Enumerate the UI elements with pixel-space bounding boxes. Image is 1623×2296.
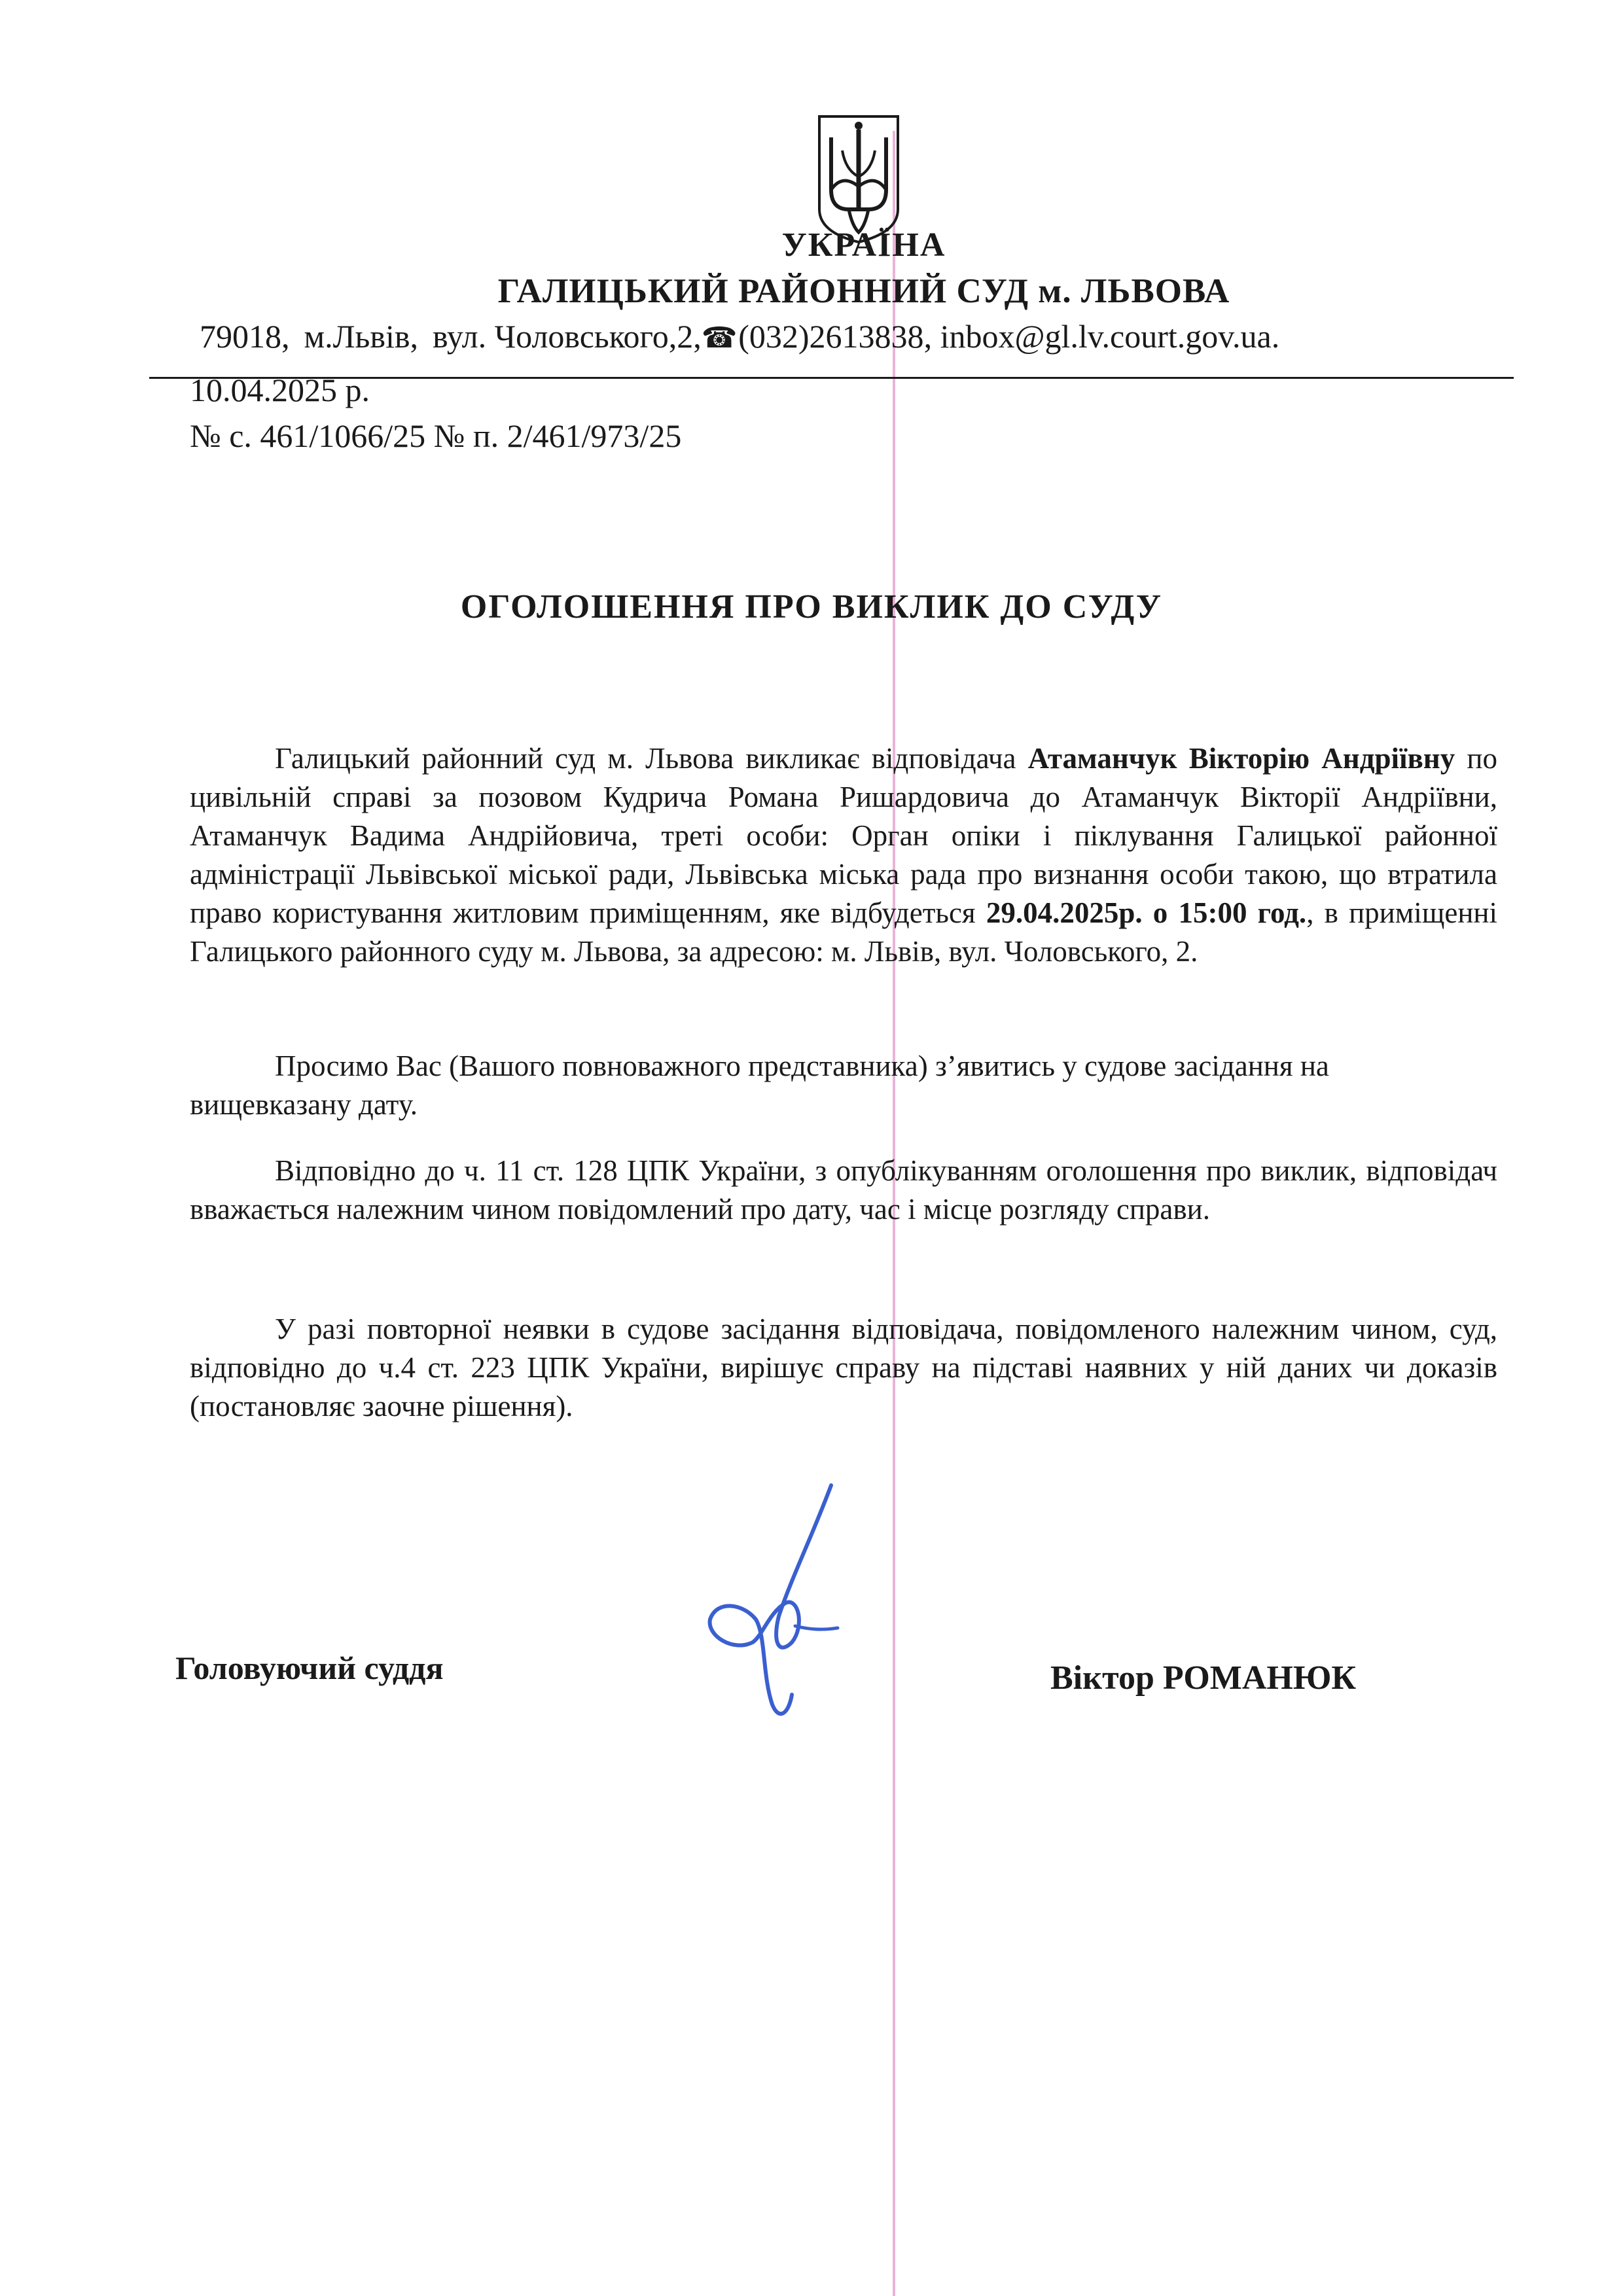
document-title: ОГОЛОШЕННЯ ПРО ВИКЛИК ДО СУДУ <box>460 588 1163 626</box>
address-city: м.Львів, <box>304 318 418 355</box>
signatory-role: Головуючий суддя <box>175 1650 444 1686</box>
signatory-name: Віктор РОМАНЮК <box>1050 1659 1357 1697</box>
summons-text-2: по цивільній справі за позовом Кудрича Романа Ришардовича до Атаманчук Вікторії Андріївни, Атаманчук Вадима Андрійовича, треті особи: Орган опіки і піклування Галицької районної адміністрації Львівської міської ради, Львівська міська рада про визнання особи такою, що втратила право користування житловим приміщенням, яке відбудеться <box>190 742 1497 929</box>
paragraph-notice <box>190 1152 1497 1229</box>
address-postcode: 79018, <box>200 318 290 355</box>
notice-text: Відповідно до ч. 11 ст. 128 ЦПК України, з опублікуванням оголошення про виклик, відповідач вважається належним чином повідомлений про дату, час і місце розгляду справи. <box>190 1154 1497 1226</box>
paragraph-summons <box>190 739 1497 971</box>
court-address <box>200 317 1279 355</box>
phone-icon: ☎ <box>701 322 738 354</box>
summons-text-1: Галицький районний суд м. Львова викликає відповідача <box>275 742 1028 775</box>
defendant-name: Атаманчук Вікторію Андріївну <box>1027 742 1455 775</box>
case-numbers: № с. 461/1066/25 № п. 2/461/973/25 <box>190 417 682 454</box>
summons-text-3: , в приміщенні Галицького районного суду м. Львова, за адресою: м. Львів, вул. Чоловського, 2. <box>190 896 1497 968</box>
paragraph-default <box>190 1310 1497 1426</box>
paragraph-request <box>190 1047 1407 1124</box>
address-phone: (032)2613838 <box>738 318 924 355</box>
court-name: ГАЛИЦЬКИЙ РАЙОННИЙ СУД м. ЛЬВОВА <box>497 272 1230 310</box>
address-email: , inbox@gl.lv.court.gov.ua. <box>923 318 1280 355</box>
hearing-datetime: 29.04.2025р. о 15:00 год. <box>986 896 1307 929</box>
handwritten-signature <box>681 1479 877 1740</box>
request-text: Просимо Вас (Вашого повноважного представника) з’явитись у судове засідання на вищевказану дату. <box>190 1050 1329 1121</box>
default-text: У разі повторної неявки в судове засідання відповідача, повідомленого належним чином, суд, відповідно до ч.4 ст. 223 ЦПК України, вирішує справу на підставі наявних у ній даних чи доказів (постановляє заочне рішення). <box>190 1313 1497 1422</box>
document-date: 10.04.2025 р. <box>190 372 370 408</box>
address-street: вул. Чоловського,2, <box>432 318 702 355</box>
country-heading: УКРАЇНА <box>781 226 946 264</box>
